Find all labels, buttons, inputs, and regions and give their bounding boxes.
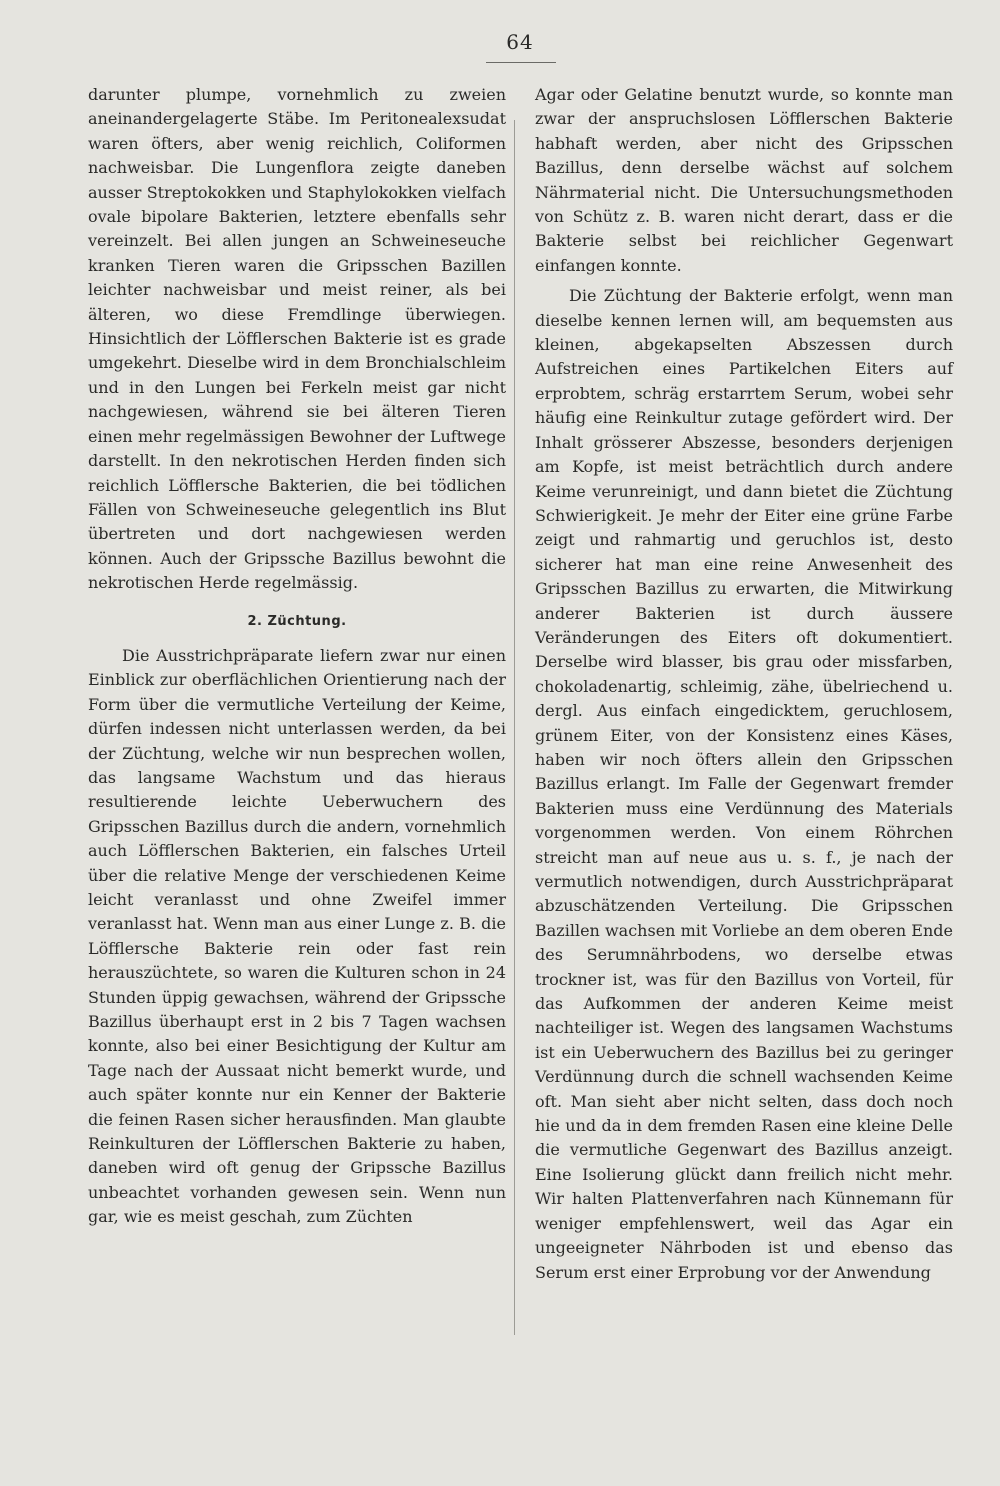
right-paragraph-2: Die Züchtung der Bakterie erfolgt, wenn man dieselbe kennen lernen will, am bequemsten aus kleinen, abgekapselten Abszessen durch Aufstreichen eines Partikelchen Eiters auf erprobtem, schräg erstarrtem Serum, wobei sehr häufig eine Reinkultur zutage gefördert wird. Der Inhalt grösserer Abszesse, besonders derjenigen am Kopfe, ist meist beträchtlich durch andere Keime verunreinigt, und dann bietet die Züchtung Schwierigkeit. Je mehr der Eiter eine grüne Farbe zeigt und rahmartig und geruchlos ist, desto sicherer hat man eine reine Anwesenheit des Gripsschen Bazillus zu erwarten, die Mitwirkung anderer Bakterien ist durch äussere Veränderungen des Eiters oft dokumentiert. Derselbe wird blasser, bis grau oder missfarben, chokoladenartig, schleimig, zähe, übelriechend u. dergl. Aus einfach eingedicktem, geruchlosem, grünem Eiter, von der Konsistenz eines Käses, haben wir noch öfters allein den Gripsschen Bazillus erlangt. Im Falle der Gegenwart fremder Bakterien muss eine Verdünnung des Materials vorgenommen werden. Von einem Röhrchen streicht man auf neue aus u. s. f., je nach der vermutlich notwendigen, durch Ausstrichpräparat abzuschätzenden Verteilung. Die Gripsschen Bazillen wachsen mit Vorliebe an dem oberen Ende des Serumnährbodens, wo derselbe etwas trockner ist, was für den Bazillus von Vorteil, für das Aufkommen der anderen Keime meist nachteiliger ist. Wegen des langsamen Wachstums ist ein Ueberwuchern des Bazillus bei zu geringer Verdünnung durch die schnell wachsenden Keime oft. Man sieht aber nicht selten, dass doch noch hie und da in dem fremden Rasen eine kleine Delle die vermutliche Gegenwart des Bazillus anzeigt. Eine Isolierung glückt dann freilich nicht mehr. Wir halten Plattenverfahren nach Künnemann für weniger empfehlenswert, weil das Agar ein ungeeigneter Nährboden ist und ebenso das Serum erst einer Erprobung vor der Anwendung (535, 286, 953, 1282)
page-number: 64 (506, 30, 534, 54)
column-divider (514, 120, 515, 1335)
left-paragraph-1: darunter plumpe, vornehmlich zu zweien aneinandergelagerte Stäbe. Im Peritonealexsudat waren öfters, aber wenig reichlich, Coliformen nachweisbar. Die Lungenflora zeigte daneben ausser Streptokokken und Staphylokokken vielfach ovale bipolare Bakterien, letztere ebenfalls sehr vereinzelt. Bei allen jungen an Schweineseuche kranken Tieren waren die Gripsschen Bazillen leichter nachweisbar und meist reiner, als bei älteren, wo diese Fremdlinge überwiegen. Hinsichtlich der Löfflerschen Bakterie ist es grade umgekehrt. Dieselbe wird in dem Bronchialschleim und in den Lungen bei Ferkeln meist gar nicht nachgewiesen, während sie bei älteren Tieren einen mehr regelmässigen Bewohner der Luftwege darstellt. In den nekrotischen Herden finden sich reichlich Löfflersche Bakterien, die bei tödlichen Fällen von Schweineseuche gelegentlich ins Blut übertreten und dort nachgewiesen werden können. Auch der Gripssche Bazillus bewohnt die nekrotischen Herde regelmässig. (88, 85, 506, 593)
section-heading: 2. Züchtung. (247, 613, 347, 629)
right-paragraph-1: Agar oder Gelatine benutzt wurde, so konnte man zwar der anspruchslosen Löfflerschen Bakterie habhaft werden, aber nicht des Gripsschen Bazillus, denn derselbe wächst auf solchem Nährmaterial nicht. Die Untersuchungsmethoden von Schütz z. B. waren nicht derart, dass er die Bakterie selbst bei reichlicher Gegenwart einfangen konnte. (535, 85, 953, 275)
left-column (88, 83, 506, 1230)
right-column (535, 83, 953, 1285)
header-rule (486, 62, 556, 63)
left-paragraph-2: Die Ausstrichpräparate liefern zwar nur einen Einblick zur oberflächlichen Orientierung nach der Form über die vermutliche Verteilung der Keime, dürfen indessen nicht unterlassen werden, da bei der Züchtung, welche wir nun besprechen wollen, das langsame Wachstum und das hieraus resultierende leichte Ueberwuchern des Gripsschen Bazillus durch die andern, vornehmlich auch Löfflerschen Bakterien, ein falsches Urteil über die relative Menge der verschiedenen Keime leicht veranlasst und ohne Zweifel immer veranlasst hat. Wenn man aus einer Lunge z. B. die Löfflersche Bakterie rein oder fast rein herauszüchtete, so waren die Kulturen schon in 24 Stunden üppig gewachsen, während der Gripssche Bazillus überhaupt erst in 2 bis 7 Tagen wachsen konnte, also bei einer Besichtigung der Kultur am Tage nach der Aussaat nicht bemerkt wurde, und auch später konnte nur ein Kenner der Bakterie die feinen Rasen sicher herausfinden. Man glaubte Reinkulturen der Löfflerschen Bakterie zu haben, daneben wird oft genug der Gripssche Bazillus unbeachtet vorhanden gewesen sein. Wenn nun gar, wie es meist geschah, zum Züchten (88, 645, 506, 1227)
